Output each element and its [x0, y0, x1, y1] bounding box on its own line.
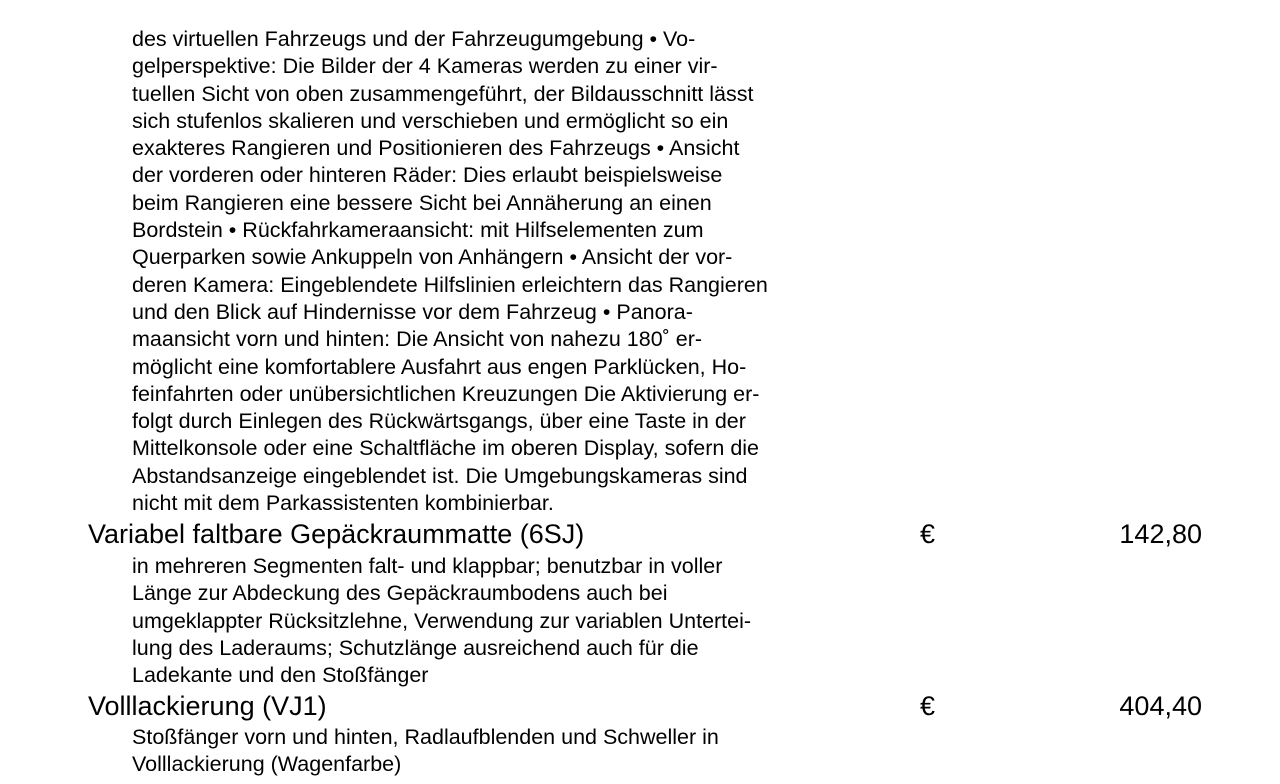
description-line: und den Blick auf Hindernisse vor dem Fahrzeug • Panora-	[132, 299, 693, 324]
description-line: feinfahrten oder unübersichtlichen Kreuzungen Die Aktivierung er-	[132, 381, 760, 406]
item-price: 404,40	[1119, 691, 1202, 721]
item-description-volllackierung	[132, 724, 852, 779]
description-line: beim Rangieren eine bessere Sicht bei Annäherung an einen	[132, 190, 712, 215]
description-line: in mehreren Segmenten falt- und klappbar; benutzbar in voller	[132, 554, 723, 578]
description-line: Ladekante und den Stoßfänger	[132, 663, 429, 688]
description-line: des virtuellen Fahrzeugs und der Fahrzeugumgebung • Vo-	[132, 27, 696, 51]
description-line: Stoßfänger vorn und hinten, Radlaufblenden und Schweller in	[132, 725, 719, 749]
description-line: Mittelkonsole oder eine Schaltfläche im oberen Display, sofern die	[132, 436, 760, 461]
item-description-gepaeckraummatte	[132, 553, 852, 689]
description-line: maansicht vorn und hinten: Die Ansicht von nahezu 180˚ er-	[132, 327, 703, 352]
description-line: Querparken sowie Ankuppeln von Anhängern • Ansicht der vor-	[132, 245, 733, 270]
item-title-gepaeckraummatte: Variabel faltbare Gepäckraummatte (6SJ)	[88, 519, 585, 549]
description-line: nicht mit dem Parkassistenten kombinierbar.	[132, 491, 554, 516]
item-currency: €	[920, 519, 936, 549]
description-line: Länge zur Abdeckung des Gepäckraumbodens auch bei	[132, 581, 668, 606]
item-title-volllackierung: Volllackierung (VJ1)	[88, 691, 327, 721]
description-line: tuellen Sicht von oben zusammengeführt, der Bildausschnitt lässt	[132, 81, 754, 106]
description-line: Volllackierung (Wagenfarbe)	[132, 752, 402, 777]
description-line: folgt durch Einlegen des Rückwärtsgangs, über eine Taste in der	[132, 409, 746, 434]
description-line: möglicht eine komfortablere Ausfahrt aus engen Parklücken, Ho-	[132, 354, 747, 379]
description-line: sich stufenlos skalieren und verschieben und ermöglicht so ein	[132, 108, 729, 133]
description-line: exakteres Rangieren und Positionieren des Fahrzeugs • Ansicht	[132, 136, 740, 161]
description-line: umgeklappter Rücksitzlehne, Verwendung zur variablen Untertei-	[132, 608, 752, 633]
continuation-description	[132, 26, 852, 517]
description-line: Abstandsanzeige eingeblendet ist. Die Umgebungskameras sind	[132, 463, 748, 488]
description-line: deren Kamera: Eingeblendete Hilfslinien erleichtern das Rangieren	[132, 272, 768, 297]
description-line: Bordstein • Rückfahrkameraansicht: mit Hilfselementen zum	[132, 218, 704, 243]
item-currency: €	[920, 691, 936, 721]
item-price: 142,80	[1119, 519, 1202, 549]
description-line: lung des Laderaums; Schutzlänge ausreichend auch für die	[132, 635, 699, 660]
description-line: gelperspektive: Die Bilder der 4 Kameras werden zu einer vir-	[132, 54, 718, 79]
description-line: der vorderen oder hinteren Räder: Dies erlaubt beispielsweise	[132, 163, 723, 188]
